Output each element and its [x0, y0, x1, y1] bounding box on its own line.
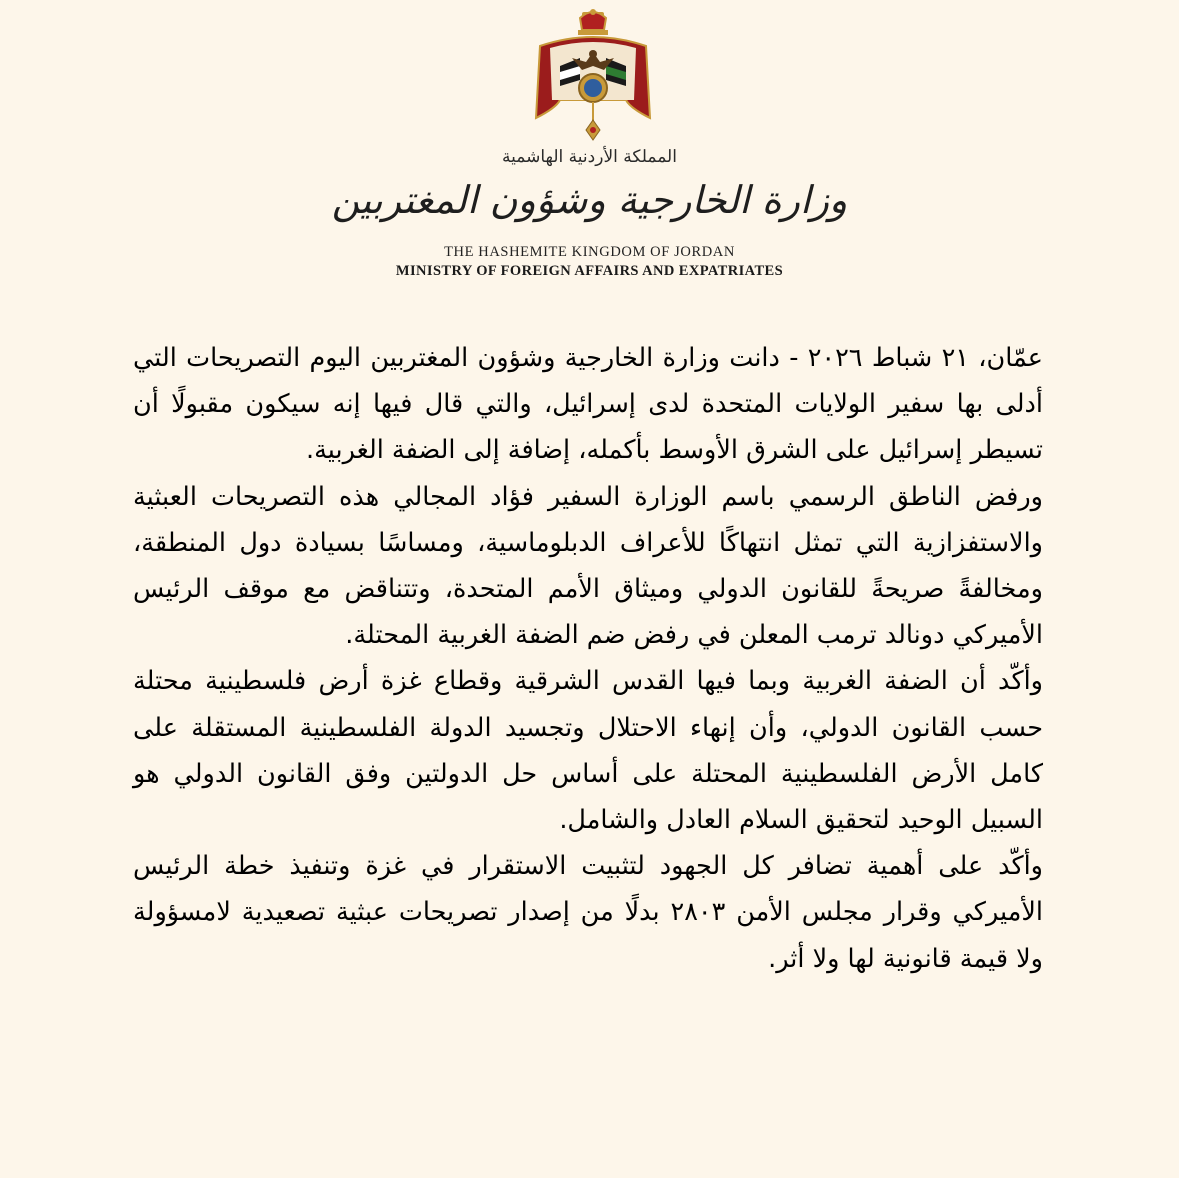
statement-paragraph: عمّان، ٢١ شباط ٢٠٢٦ - دانت وزارة الخارجية وشؤون المغتربين اليوم التصريحات التي أدلى بها سفير الولايات المتحدة لدى إسرائيل، والتي قال فيها إنه سيكون مقبولًا أن تسيطر إسرائيل على الشرق الأوسط بأكمله، إضافة إلى الضفة الغربية.	[133, 343, 1043, 466]
jordan-coat-of-arms-icon	[530, 8, 656, 144]
statement-paragraph: ورفض الناطق الرسمي باسم الوزارة السفير فؤاد المجالي هذه التصريحات العبثية والاستفزازية التي تمثل انتهاكًا للأعراف الدبلوماسية، ومساسًا بسيادة دول المنطقة، ومخالفةً صريحةً للقانون الدولي وميثاق الأمم المتحدة، وتتناقض مع موقف الرئيس الأميركي دونالد ترمب المعلن في رفض ضم الضفة الغربية المحتلة.	[133, 481, 1043, 651]
letterhead	[0, 0, 1179, 300]
arabic-ministry-title: وزارة الخارجية وشؤون المغتربين	[331, 178, 848, 222]
statement-paragraph: وأكّد على أهمية تضافر كل الجهود لتثبيت الاستقرار في غزة وتنفيذ خطة الرئيس الأميركي وقرار مجلس الأمن ٢٨٠٣ بدلًا من إصدار تصريحات عبثية تصعيدية لامسؤولة ولا قيمة قانونية لها ولا أثر.	[133, 851, 1043, 974]
press-statement	[133, 335, 1043, 982]
statement-paragraph: وأكّد أن الضفة الغربية وبما فيها القدس الشرقية وقطاع غزة أرض فلسطينية محتلة حسب القانون الدولي، وأن إنهاء الاحتلال وتجسيد الدولة الفلسطينية المستقلة على كامل الأرض الفلسطينية المحتلة على أساس حل الدولتين وفق القانون الدولي هو السبيل الوحيد لتحقيق السلام العادل والشامل.	[133, 666, 1043, 836]
english-kingdom-title: THE HASHEMITE KINGDOM OF JORDAN	[444, 244, 735, 260]
arabic-kingdom-title: المملكة الأردنية الهاشمية	[502, 147, 677, 167]
crown-icon	[578, 9, 608, 35]
english-ministry-title: MINISTRY OF FOREIGN AFFAIRS AND EXPATRIATES	[395, 263, 784, 279]
